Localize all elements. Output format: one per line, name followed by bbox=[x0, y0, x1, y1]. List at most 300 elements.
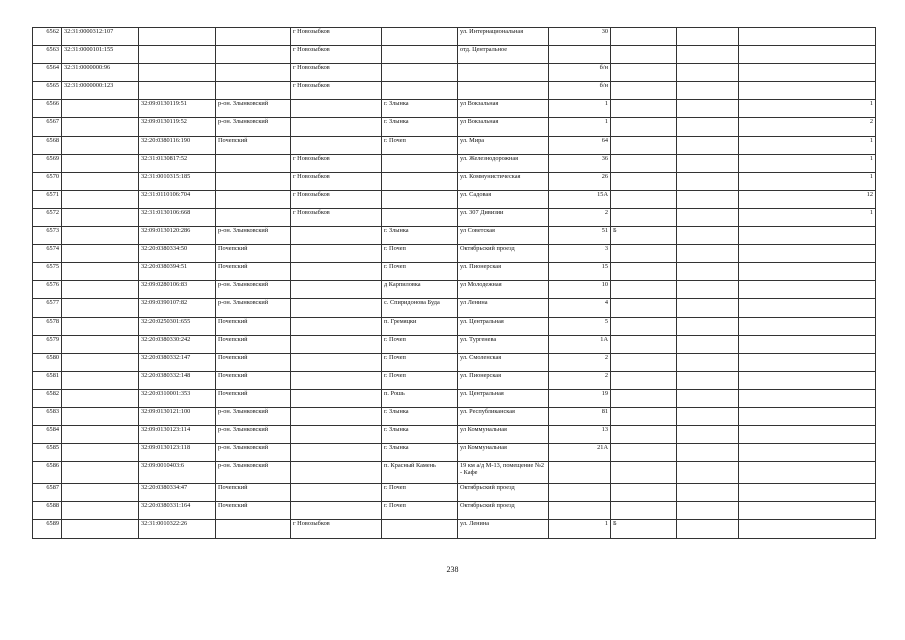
structure-cell bbox=[677, 46, 739, 64]
structure-cell bbox=[677, 136, 739, 154]
table-row bbox=[33, 208, 876, 226]
apartment-cell: 12 bbox=[739, 190, 876, 208]
cadastral-number-cell bbox=[62, 227, 139, 245]
structure-cell bbox=[677, 502, 739, 520]
settlement-cell: с. Спиридонова Буда bbox=[382, 299, 458, 317]
structure-cell bbox=[677, 208, 739, 226]
city-cell bbox=[291, 100, 382, 118]
cadastral-number-cell bbox=[62, 444, 139, 462]
table-row bbox=[33, 335, 876, 353]
cadastral-number-alt-cell: 32:20:0380334:50 bbox=[139, 245, 216, 263]
cadastral-number-cell bbox=[62, 502, 139, 520]
structure-cell bbox=[677, 444, 739, 462]
table-row bbox=[33, 426, 876, 444]
district-cell: р-он. Злынковский bbox=[216, 100, 291, 118]
street-cell: ул. Республиканская bbox=[458, 407, 549, 425]
settlement-cell: г. Почеп bbox=[382, 136, 458, 154]
house-cell: 15А bbox=[549, 190, 611, 208]
street-cell: ул. Тургенева bbox=[458, 335, 549, 353]
street-cell: ул Коммунальная bbox=[458, 426, 549, 444]
settlement-cell: п. Гремяцки bbox=[382, 317, 458, 335]
table-row bbox=[33, 484, 876, 502]
city-cell bbox=[291, 281, 382, 299]
house-cell: 10 bbox=[549, 281, 611, 299]
district-cell: Почепский bbox=[216, 484, 291, 502]
table-row bbox=[33, 46, 876, 64]
settlement-cell: г. Злынка bbox=[382, 118, 458, 136]
page-number: 238 bbox=[446, 565, 459, 574]
settlement-cell bbox=[382, 172, 458, 190]
structure-cell bbox=[677, 28, 739, 46]
street-cell: ул. Коммунистическая bbox=[458, 172, 549, 190]
settlement-cell: г. Почеп bbox=[382, 245, 458, 263]
cadastral-number-alt-cell: 32:09:0130119:52 bbox=[139, 118, 216, 136]
table-row bbox=[33, 444, 876, 462]
city-cell bbox=[291, 426, 382, 444]
table-row bbox=[33, 245, 876, 263]
city-cell bbox=[291, 389, 382, 407]
building-cell bbox=[611, 208, 677, 226]
house-cell: б/н bbox=[549, 82, 611, 100]
city-cell: г Новозыбков bbox=[291, 190, 382, 208]
building-cell bbox=[611, 407, 677, 425]
cadastral-number-cell bbox=[62, 335, 139, 353]
table-row bbox=[33, 502, 876, 520]
district-cell: Почепский bbox=[216, 335, 291, 353]
row-number-cell: 6584 bbox=[33, 426, 62, 444]
cadastral-number-alt-cell bbox=[139, 64, 216, 82]
row-number-cell: 6566 bbox=[33, 100, 62, 118]
city-cell: г Новозыбков bbox=[291, 520, 382, 538]
structure-cell bbox=[677, 263, 739, 281]
building-cell bbox=[611, 484, 677, 502]
district-cell bbox=[216, 154, 291, 172]
structure-cell bbox=[677, 118, 739, 136]
cadastral-number-cell: 32:31:0000000:123 bbox=[62, 82, 139, 100]
street-cell: ул. Ленина bbox=[458, 520, 549, 538]
structure-cell bbox=[677, 82, 739, 100]
street-cell: ул. Смоленская bbox=[458, 353, 549, 371]
row-number-cell: 6562 bbox=[33, 28, 62, 46]
street-cell: ул. Центральная bbox=[458, 317, 549, 335]
city-cell bbox=[291, 299, 382, 317]
district-cell bbox=[216, 82, 291, 100]
apartment-cell bbox=[739, 502, 876, 520]
structure-cell bbox=[677, 335, 739, 353]
house-cell: 13 bbox=[549, 426, 611, 444]
house-cell: 21А bbox=[549, 444, 611, 462]
row-number-cell: 6582 bbox=[33, 389, 62, 407]
apartment-cell bbox=[739, 484, 876, 502]
structure-cell bbox=[677, 484, 739, 502]
row-number-cell: 6569 bbox=[33, 154, 62, 172]
cadastral-number-cell: 32:31:0000000:96 bbox=[62, 64, 139, 82]
structure-cell bbox=[677, 520, 739, 538]
street-cell: ул Советская bbox=[458, 227, 549, 245]
street-cell: ул. Мира bbox=[458, 136, 549, 154]
street-cell: ул. Садовая bbox=[458, 190, 549, 208]
row-number-cell: 6579 bbox=[33, 335, 62, 353]
building-cell: Б bbox=[611, 520, 677, 538]
structure-cell bbox=[677, 353, 739, 371]
settlement-cell: п. Красный Камень bbox=[382, 462, 458, 484]
cadastral-number-alt-cell: 32:09:0130123:114 bbox=[139, 426, 216, 444]
building-cell bbox=[611, 462, 677, 484]
cadastral-number-cell bbox=[62, 136, 139, 154]
district-cell: р-он. Злынковский bbox=[216, 118, 291, 136]
row-number-cell: 6574 bbox=[33, 245, 62, 263]
apartment-cell bbox=[739, 46, 876, 64]
settlement-cell: г. Злынка bbox=[382, 407, 458, 425]
street-cell: ул. Пионерская bbox=[458, 263, 549, 281]
street-cell bbox=[458, 64, 549, 82]
city-cell bbox=[291, 335, 382, 353]
building-cell bbox=[611, 317, 677, 335]
row-number-cell: 6563 bbox=[33, 46, 62, 64]
table-row bbox=[33, 227, 876, 245]
house-cell bbox=[549, 462, 611, 484]
house-cell: 2 bbox=[549, 371, 611, 389]
settlement-cell: г. Злынка bbox=[382, 426, 458, 444]
house-cell: 51 bbox=[549, 227, 611, 245]
city-cell: г Новозыбков bbox=[291, 64, 382, 82]
structure-cell bbox=[677, 407, 739, 425]
district-cell bbox=[216, 64, 291, 82]
cadastral-number-cell bbox=[62, 208, 139, 226]
cadastral-number-alt-cell bbox=[139, 46, 216, 64]
cadastral-number-alt-cell: 32:20:0380330:242 bbox=[139, 335, 216, 353]
settlement-cell: г. Почеп bbox=[382, 263, 458, 281]
cadastral-number-cell bbox=[62, 118, 139, 136]
house-cell: б/н bbox=[549, 64, 611, 82]
building-cell bbox=[611, 444, 677, 462]
district-cell bbox=[216, 46, 291, 64]
apartment-cell bbox=[739, 520, 876, 538]
cadastral-number-cell bbox=[62, 353, 139, 371]
street-cell: ул. Центральная bbox=[458, 389, 549, 407]
cadastral-number-cell bbox=[62, 172, 139, 190]
cadastral-number-cell bbox=[62, 190, 139, 208]
street-cell: Октябрьский проезд bbox=[458, 245, 549, 263]
cadastral-number-cell bbox=[62, 299, 139, 317]
district-cell: р-он. Злынковский bbox=[216, 299, 291, 317]
table-row bbox=[33, 371, 876, 389]
cadastral-number-alt-cell: 32:20:0380334:47 bbox=[139, 484, 216, 502]
cadastral-number-alt-cell: 32:09:0130123:118 bbox=[139, 444, 216, 462]
apartment-cell bbox=[739, 371, 876, 389]
structure-cell bbox=[677, 371, 739, 389]
structure-cell bbox=[677, 426, 739, 444]
cadastral-number-cell bbox=[62, 407, 139, 425]
structure-cell bbox=[677, 281, 739, 299]
table-row bbox=[33, 462, 876, 484]
cadastral-number-cell: 32:31:0000312:107 bbox=[62, 28, 139, 46]
building-cell bbox=[611, 353, 677, 371]
house-cell: 4 bbox=[549, 299, 611, 317]
row-number-cell: 6564 bbox=[33, 64, 62, 82]
row-number-cell: 6581 bbox=[33, 371, 62, 389]
settlement-cell: г. Почеп bbox=[382, 371, 458, 389]
structure-cell bbox=[677, 317, 739, 335]
street-cell: ул Вокзальная bbox=[458, 118, 549, 136]
table-row bbox=[33, 317, 876, 335]
house-cell bbox=[549, 502, 611, 520]
structure-cell bbox=[677, 389, 739, 407]
city-cell bbox=[291, 484, 382, 502]
cadastral-number-alt-cell: 32:09:0390107:82 bbox=[139, 299, 216, 317]
building-cell bbox=[611, 371, 677, 389]
street-cell: ул Ленина bbox=[458, 299, 549, 317]
district-cell: р-он. Злынковский bbox=[216, 462, 291, 484]
apartment-cell bbox=[739, 28, 876, 46]
settlement-cell bbox=[382, 82, 458, 100]
building-cell bbox=[611, 245, 677, 263]
city-cell: г Новозыбков bbox=[291, 46, 382, 64]
apartment-cell bbox=[739, 227, 876, 245]
city-cell: г Новозыбков bbox=[291, 208, 382, 226]
building-cell bbox=[611, 190, 677, 208]
structure-cell bbox=[677, 64, 739, 82]
apartment-cell bbox=[739, 64, 876, 82]
row-number-cell: 6565 bbox=[33, 82, 62, 100]
house-cell: 36 bbox=[549, 154, 611, 172]
cadastral-number-alt-cell: 32:20:0380394:51 bbox=[139, 263, 216, 281]
cadastral-number-alt-cell bbox=[139, 82, 216, 100]
apartment-cell bbox=[739, 462, 876, 484]
street-cell: ул Молодежная bbox=[458, 281, 549, 299]
table-row bbox=[33, 172, 876, 190]
settlement-cell: г. Злынка bbox=[382, 227, 458, 245]
cadastral-number-alt-cell: 32:20:0380331:164 bbox=[139, 502, 216, 520]
city-cell bbox=[291, 371, 382, 389]
settlement-cell bbox=[382, 46, 458, 64]
cadastral-number-alt-cell: 32:31:0130106:668 bbox=[139, 208, 216, 226]
building-cell bbox=[611, 28, 677, 46]
building-cell bbox=[611, 335, 677, 353]
settlement-cell: г. Почеп bbox=[382, 502, 458, 520]
building-cell bbox=[611, 154, 677, 172]
cadastral-number-cell bbox=[62, 245, 139, 263]
table-body bbox=[33, 28, 876, 539]
street-cell: ул Вокзальная bbox=[458, 100, 549, 118]
district-cell: р-он. Злынковский bbox=[216, 444, 291, 462]
house-cell: 1А bbox=[549, 335, 611, 353]
cadastral-number-alt-cell: 32:20:0310001:353 bbox=[139, 389, 216, 407]
house-cell: 2 bbox=[549, 353, 611, 371]
district-cell: р-он. Злынковский bbox=[216, 426, 291, 444]
row-number-cell: 6573 bbox=[33, 227, 62, 245]
apartment-cell bbox=[739, 353, 876, 371]
district-cell: Почепский bbox=[216, 317, 291, 335]
apartment-cell bbox=[739, 407, 876, 425]
district-cell: р-он. Злынковский bbox=[216, 407, 291, 425]
building-cell bbox=[611, 136, 677, 154]
table-row bbox=[33, 100, 876, 118]
cadastral-number-cell bbox=[62, 389, 139, 407]
cadastral-number-alt-cell: 32:31:0010322:26 bbox=[139, 520, 216, 538]
settlement-cell bbox=[382, 28, 458, 46]
city-cell: г Новозыбков bbox=[291, 154, 382, 172]
row-number-cell: 6587 bbox=[33, 484, 62, 502]
building-cell bbox=[611, 100, 677, 118]
building-cell bbox=[611, 118, 677, 136]
row-number-cell: 6571 bbox=[33, 190, 62, 208]
building-cell bbox=[611, 82, 677, 100]
row-number-cell: 6586 bbox=[33, 462, 62, 484]
apartment-cell bbox=[739, 444, 876, 462]
cadastral-number-alt-cell: 32:31:0010315:185 bbox=[139, 172, 216, 190]
apartment-cell bbox=[739, 317, 876, 335]
cadastral-number-alt-cell: 32:09:0280106:83 bbox=[139, 281, 216, 299]
city-cell bbox=[291, 444, 382, 462]
district-cell: Почепский bbox=[216, 263, 291, 281]
settlement-cell bbox=[382, 190, 458, 208]
building-cell bbox=[611, 299, 677, 317]
cadastral-number-alt-cell: 32:20:0250301:655 bbox=[139, 317, 216, 335]
cadastral-number-alt-cell: 32:20:0380332:148 bbox=[139, 371, 216, 389]
building-cell bbox=[611, 426, 677, 444]
street-cell: Октябрьский проезд bbox=[458, 484, 549, 502]
settlement-cell: г. Почеп bbox=[382, 335, 458, 353]
apartment-cell: 1 bbox=[739, 208, 876, 226]
cadastral-number-alt-cell: 32:09:0010403:6 bbox=[139, 462, 216, 484]
building-cell bbox=[611, 263, 677, 281]
house-cell: 1 bbox=[549, 100, 611, 118]
table-row bbox=[33, 82, 876, 100]
apartment-cell: 1 bbox=[739, 154, 876, 172]
district-cell: р-он. Злынковский bbox=[216, 281, 291, 299]
apartment-cell: 1 bbox=[739, 172, 876, 190]
settlement-cell: г. Почеп bbox=[382, 353, 458, 371]
district-cell: Почепский bbox=[216, 353, 291, 371]
apartment-cell: 1 bbox=[739, 136, 876, 154]
table-row bbox=[33, 154, 876, 172]
street-cell bbox=[458, 82, 549, 100]
district-cell bbox=[216, 190, 291, 208]
city-cell bbox=[291, 317, 382, 335]
structure-cell bbox=[677, 154, 739, 172]
house-cell: 64 bbox=[549, 136, 611, 154]
registry-table bbox=[32, 27, 876, 539]
apartment-cell: 2 bbox=[739, 118, 876, 136]
settlement-cell: г. Почеп bbox=[382, 484, 458, 502]
district-cell: р-он. Злынковский bbox=[216, 227, 291, 245]
house-cell: 19 bbox=[549, 389, 611, 407]
table-row bbox=[33, 263, 876, 281]
street-cell: отд. Центральное bbox=[458, 46, 549, 64]
cadastral-number-cell: 32:31:0000101:155 bbox=[62, 46, 139, 64]
cadastral-number-alt-cell: 32:09:0130120:286 bbox=[139, 227, 216, 245]
settlement-cell: г. Злынка bbox=[382, 444, 458, 462]
table-row bbox=[33, 407, 876, 425]
apartment-cell bbox=[739, 82, 876, 100]
house-cell: 81 bbox=[549, 407, 611, 425]
cadastral-number-cell bbox=[62, 462, 139, 484]
street-cell: 19 км а/д М-13, помещение №2 - Кафе bbox=[458, 462, 549, 484]
row-number-cell: 6572 bbox=[33, 208, 62, 226]
district-cell bbox=[216, 208, 291, 226]
cadastral-number-alt-cell: 32:31:0110106:704 bbox=[139, 190, 216, 208]
cadastral-number-cell bbox=[62, 281, 139, 299]
house-cell: 1 bbox=[549, 118, 611, 136]
structure-cell bbox=[677, 172, 739, 190]
building-cell bbox=[611, 46, 677, 64]
row-number-cell: 6575 bbox=[33, 263, 62, 281]
building-cell bbox=[611, 502, 677, 520]
table-row bbox=[33, 28, 876, 46]
apartment-cell: 1 bbox=[739, 100, 876, 118]
cadastral-number-cell bbox=[62, 484, 139, 502]
row-number-cell: 6580 bbox=[33, 353, 62, 371]
settlement-cell bbox=[382, 154, 458, 172]
structure-cell bbox=[677, 227, 739, 245]
table-row bbox=[33, 64, 876, 82]
building-cell: Б bbox=[611, 227, 677, 245]
district-cell: Почепский bbox=[216, 502, 291, 520]
city-cell bbox=[291, 462, 382, 484]
district-cell: Почепский bbox=[216, 136, 291, 154]
structure-cell bbox=[677, 100, 739, 118]
apartment-cell bbox=[739, 263, 876, 281]
structure-cell bbox=[677, 245, 739, 263]
row-number-cell: 6570 bbox=[33, 172, 62, 190]
house-cell bbox=[549, 46, 611, 64]
house-cell bbox=[549, 484, 611, 502]
street-cell: Октябрьский проезд bbox=[458, 502, 549, 520]
apartment-cell bbox=[739, 426, 876, 444]
house-cell: 30 bbox=[549, 28, 611, 46]
table-row bbox=[33, 281, 876, 299]
district-cell: Почепский bbox=[216, 389, 291, 407]
city-cell bbox=[291, 118, 382, 136]
city-cell: г Новозыбков bbox=[291, 82, 382, 100]
table-row bbox=[33, 299, 876, 317]
building-cell bbox=[611, 281, 677, 299]
table-row bbox=[33, 190, 876, 208]
structure-cell bbox=[677, 299, 739, 317]
settlement-cell: г. Злынка bbox=[382, 100, 458, 118]
table-row bbox=[33, 389, 876, 407]
cadastral-number-cell bbox=[62, 520, 139, 538]
cadastral-number-alt-cell: 32:09:0130119:51 bbox=[139, 100, 216, 118]
structure-cell bbox=[677, 462, 739, 484]
row-number-cell: 6583 bbox=[33, 407, 62, 425]
row-number-cell: 6568 bbox=[33, 136, 62, 154]
house-cell: 1 bbox=[549, 520, 611, 538]
cadastral-number-cell bbox=[62, 371, 139, 389]
cadastral-number-alt-cell: 32:09:0130121:100 bbox=[139, 407, 216, 425]
cadastral-number-cell bbox=[62, 317, 139, 335]
settlement-cell: д Карпиловка bbox=[382, 281, 458, 299]
apartment-cell bbox=[739, 335, 876, 353]
settlement-cell bbox=[382, 64, 458, 82]
city-cell: г Новозыбков bbox=[291, 28, 382, 46]
street-cell: ул. Интернациональная bbox=[458, 28, 549, 46]
settlement-cell: п. Рошь bbox=[382, 389, 458, 407]
street-cell: ул. Пионерская bbox=[458, 371, 549, 389]
apartment-cell bbox=[739, 281, 876, 299]
district-cell: Почепский bbox=[216, 245, 291, 263]
street-cell: ул Коммунальная bbox=[458, 444, 549, 462]
district-cell bbox=[216, 520, 291, 538]
cadastral-number-alt-cell: 32:20:0380332:147 bbox=[139, 353, 216, 371]
house-cell: 15 bbox=[549, 263, 611, 281]
city-cell bbox=[291, 227, 382, 245]
structure-cell bbox=[677, 190, 739, 208]
apartment-cell bbox=[739, 245, 876, 263]
table-row bbox=[33, 353, 876, 371]
cadastral-number-alt-cell bbox=[139, 28, 216, 46]
